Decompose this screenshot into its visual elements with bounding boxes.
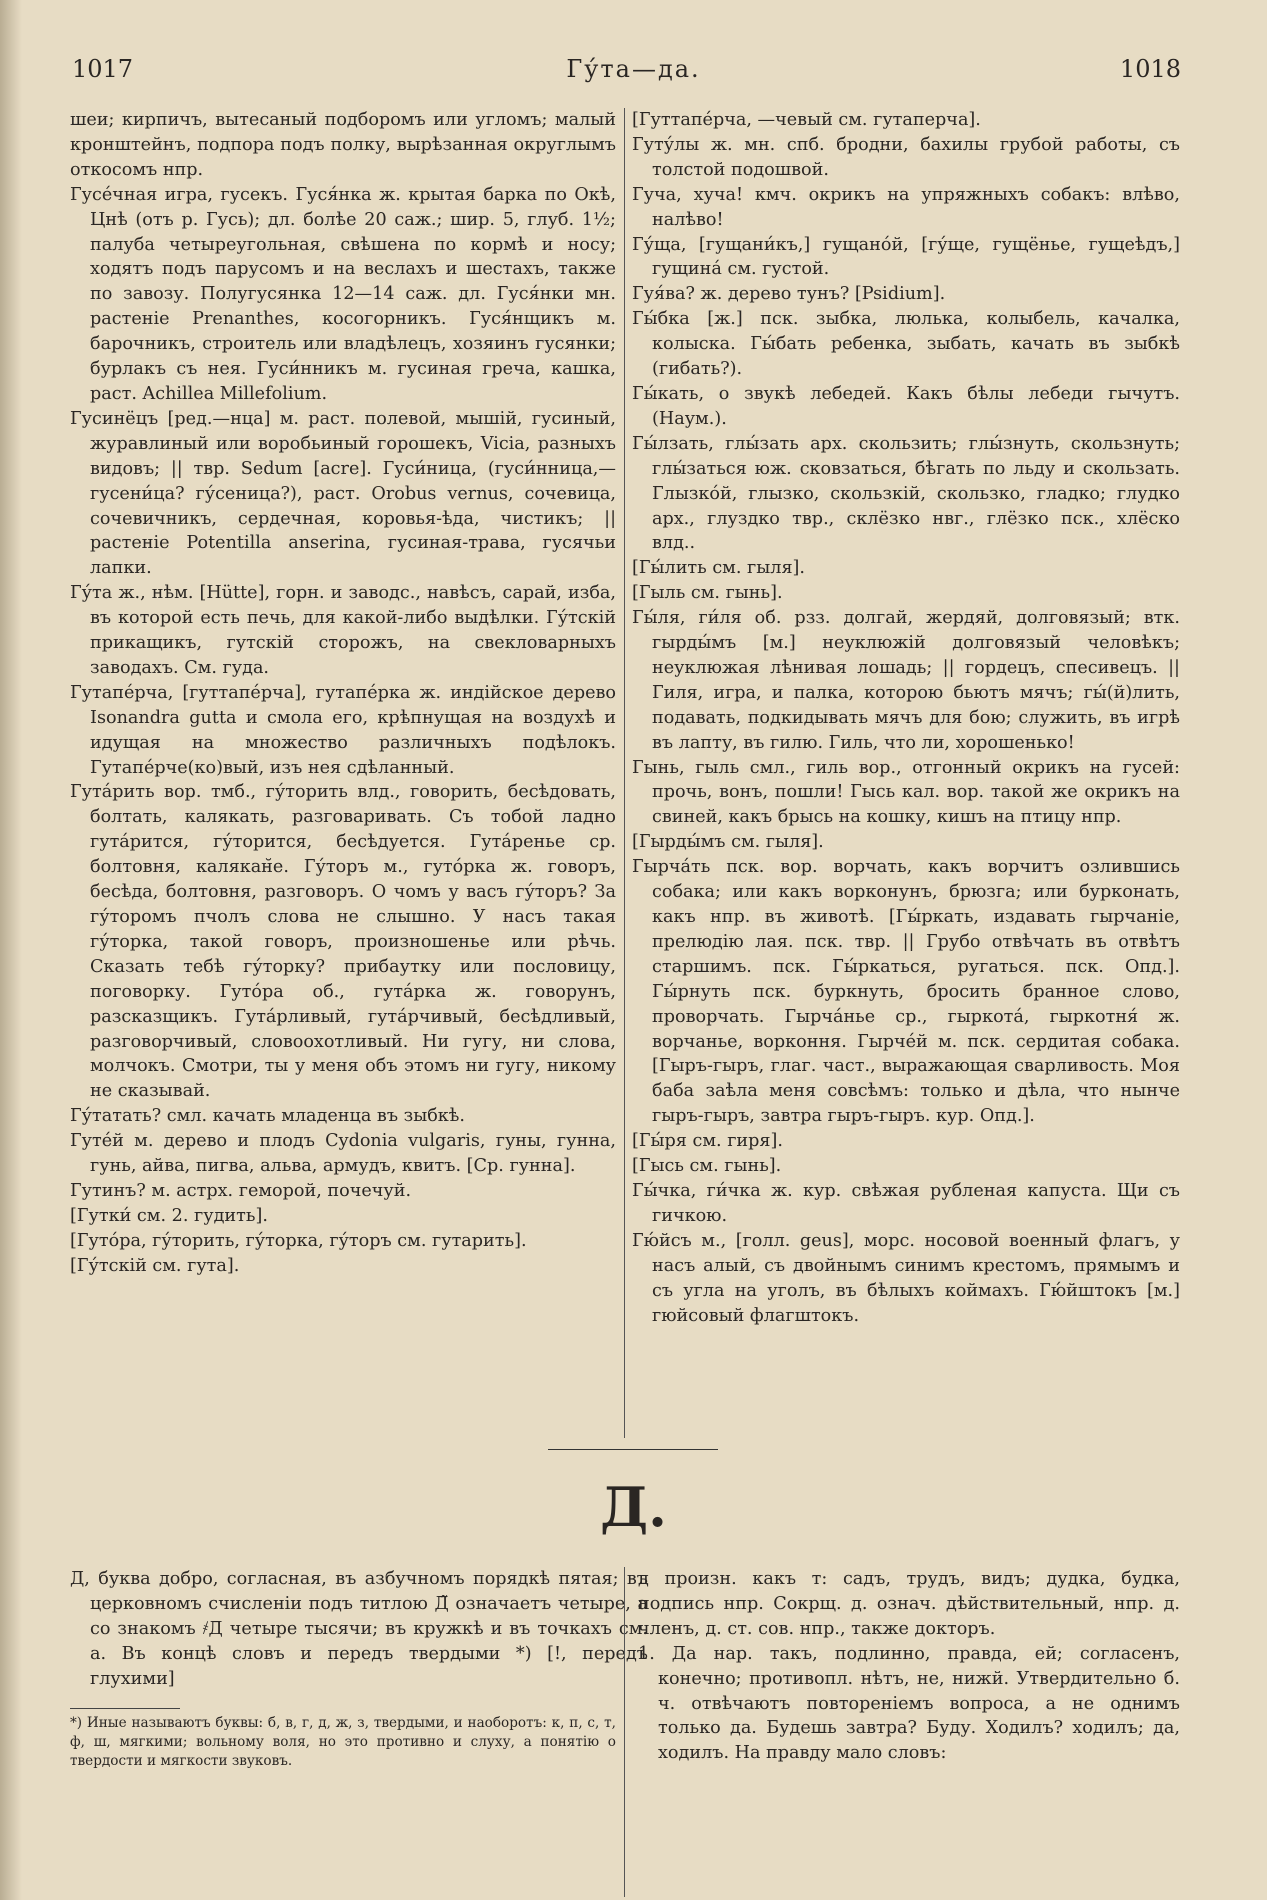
entry-gykat: Гы́кать, о звукѣ лебедей. Какъ бѣлы лебеди гычутъ. (Наум.). — [632, 383, 1180, 429]
entry-continuation: шеи; кирпичъ, вытесаный подборомъ или угломъ; малый кронштейнъ, подпора подъ полку, вырѣзанная округлымъ откосомъ нпр. — [70, 110, 616, 180]
section-letter: Д. — [600, 1475, 667, 1539]
entry-gyrchat: Гырча́ть пск. вор. ворчать, какъ ворчитъ озлившись собака; или какъ ворконунъ, брюзга; или бурконать, какъ нпр. въ животѣ. [Гы́ркать, издавать гырчаніе, прелюдію лая. пск. твр. || Грубо отвѣчать въ отвѣтъ старшимъ. пск. Гы́ркаться, ругаться. пск. Опд.]. Гы́рнуть пск. буркнуть, бросить бранное слово, проворчать. Гырча́нье ср., гыркота́, гыркотня́ ж. ворчанье, ворконня. Гырче́й м. пск. сердитая собака. [Гыръ-гыръ, глаг. част., выражающая сварливость. Моя баба заѣла меня совсѣмъ: только и дѣла, что нынче гыръ-гыръ, завтра гыръ-гыръ. кур. Опд.]. — [632, 857, 1180, 1127]
entry-gutapercha: Гутапе́рча, [гуттапе́рча], гутапе́рка ж. индійское дерево Isonandra gutta и смола его, крѣпнущая на воздухѣ и идущая на множество различныхъ подѣлокъ. Гутапе́рче(ко)вый, изъ нея сдѣланный. — [70, 682, 616, 778]
entry-gybka: Гы́бка [ж.] пск. зыбка, люлька, колыбель, качалка, колыска. Гы́бать ребенка, зыбать, качать въ зыбкѣ (гибать?). — [632, 309, 1180, 380]
entry-gushcha: Гу́ща, [гущани́къ,] гущано́й, [гу́ще, гущёнье, гущеѣдъ,] гущина́ см. густой. — [632, 234, 1180, 280]
right-column — [632, 108, 1180, 1328]
entry-gylya: Гы́ля, ги́ля об. рзз. долгай, жердяй, долговязый; втк. гырды́мъ [м.] неуклюжій долговязый человѣкъ; неуклюжая лѣнивая лошадь; || гордецъ, спесивецъ. || Гиля, игра, и палка, которою бьютъ мячъ; гы́(й)лить, подавать, подкидывать мячъ для бою; служить, въ игрѣ въ лапту, въ гилю. Гиль, что ли, хорошенько! — [632, 608, 1180, 753]
entry-gylit: [Гы́лить см. гыля]. — [632, 558, 805, 579]
right-page-number: 1018 — [1119, 55, 1181, 83]
entry-d-letter: Д, буква добро, согласная, въ азбучномъ порядкѣ пятая; въ церковномъ счисленіи подъ титлою Д̃ означаетъ четыре, а со знакомъ ҂Д четыре тысячи; въ кружкѣ и въ точкахъ см. а. Въ концѣ словъ и передъ твердыми *) [!, передъ глухими] — [70, 1569, 648, 1689]
running-title: Гу́та—да. — [566, 55, 701, 83]
entry-gylzat: Гы́лзать, глы́зать арх. скользить; глы́знуть, скользнуть; глы́заться юж. сковзаться, бѣгать по льду и скользать. Глызко́й, глызко, скользкій, скользко, гладко; глудко арх., глуздко твр., склёзко нвг., глёзко пск., хлёско влд.. — [632, 433, 1180, 554]
entry-gychka: Гы́чка, ги́чка ж. кур. свѣжая рубленая капуста. Щи съ гичкою. — [632, 1180, 1180, 1226]
footnote: *) Иные называютъ буквы: б, в, г, д, ж, з, твердыми, и наоборотъ: к, п, с, т, ф, ш, мягкими; вольному воля, но это противно и слуху, а понятію о твердости и мягкости звуковъ. — [70, 1715, 616, 1769]
entry-guyava: Гуя́ва? ж. дерево тунъ? [Psidium]. — [632, 284, 946, 305]
page-edge-shadow — [0, 0, 22, 1900]
entry-gyuys: Гю́йсъ м., [голл. geus], морс. носовой военный флагъ, у насъ алый, съ двойнымъ синимъ крестомъ, прямымъ и съ угла на уголъ, въ бѣлыхъ коймахъ. Гю́йштокъ [м.] гюйсовый флагштокъ. — [632, 1230, 1180, 1326]
bottom-column-divider — [624, 1567, 625, 1897]
entry-gutki: [Гутки́ см. 2. гудить]. — [70, 1205, 268, 1226]
bottom-left-column — [70, 1567, 648, 1692]
column-divider — [624, 108, 625, 1438]
bottom-right-column — [638, 1567, 1180, 1766]
entry-gutatat: Гу́татать? смл. качать младенца въ зыбкѣ. — [70, 1106, 465, 1127]
entry-gys: [Гысь см. гынь]. — [632, 1156, 782, 1177]
entry-gutora: [Гуто́ра, гу́торить, гу́торка, гу́торъ см. гутарить]. — [70, 1230, 527, 1251]
entry-gucha: Гуча, хуча! кмч. окрикъ на упряжныхъ собакъ: влѣво, налѣво! — [632, 184, 1180, 230]
entry-gusinets: Гусинёцъ [ред.—нца] м. раст. полевой, мышій, гусиный, журавлиный или воробьиный горошекъ, Vicia, разныхъ видовъ; || твр. Sedum [acre]. Гуси́ница, (гуси́нница,—гусени́ца? гу́сеница?), раст. Orobus vernus, сочевица, сочевичникъ, сердечная, коровья-ѣда, чистикъ; || растеніе Potentilla anserina, гусиная-трава, гусячьи лапки. — [70, 408, 616, 579]
entry-guta: Гу́та ж., нѣм. [Hütte], горн. и заводс., навѣсъ, сарай, изба, въ которой есть печь, для какой-либо выдѣлки. Гу́тскій прикащикъ, гутскій сторожъ, на свекловарныхъ заводахъ. См. гуда. — [70, 583, 616, 678]
entry-da: 1. Да нар. такъ, подлинно, правда, ей; согласенъ, конечно; противопл. нѣтъ, не, нижй. Утвердительно б. ч. отвѣчаютъ повтореніемъ вопроса, а не однимъ только да. Будешь завтра? Буду. Ходилъ? ходилъ; да, ходилъ. На правду мало словъ: — [638, 1643, 1180, 1764]
entry-d-continuation: д произн. какъ т: садъ, трудъ, видъ; дудка, будка, подпись нпр. Сокрщ. д. означ. дѣйствительный, нпр. д. членъ, д. ст. сов. нпр., также докторъ. — [638, 1569, 1180, 1639]
left-column — [70, 108, 616, 1279]
entry-gutey: Гуте́й м. дерево и плодъ Cydonia vulgaris, гуны, гунна, гунь, айва, пигва, альва, армудъ, квитъ. [Ср. гунна]. — [70, 1131, 616, 1177]
entry-gyrdym: [Гырды́мъ см. гыля]. — [632, 832, 824, 853]
entry-guttapercha: [Гуттапе́рча, —чевый см. гутаперча]. — [632, 110, 981, 130]
entry-gutin: Гутинъ? м. астрх. геморой, почечуй. — [70, 1180, 412, 1201]
footnote-rule — [70, 1708, 180, 1709]
entry-gyrya: [Гы́ря см. гиря]. — [632, 1131, 783, 1152]
entry-gutuly: Гуту́лы ж. мн. спб. бродни, бахилы грубой работы, съ толстой подошвой. — [632, 134, 1180, 180]
entry-gutarit: Гута́рить вор. тмб., гу́торить влд., говорить, бесѣдовать, болтать, калякать, разговаривать. Съ тобой ладно гута́рится, гу́торится, бесѣдуется. Гута́ренье ср. болтовня, калякан̆е. Гу́торъ м., гуто́рка ж. говоръ, бесѣда, болтовня, разговоръ. О чомъ у васъ гу́торъ? За гу́торомъ пчолъ слова не слышно. У насъ такая гу́торка, такой говоръ, произношенье или рѣчь. Сказать тебѣ гу́торку? прибаутку или пословицу, поговорку. Гуто́ра об., гута́рка ж. говорунъ, разсказщикъ. Гута́рливый, гута́рчивый, бесѣдливый, разговорчивый, словоохотливый. Ни гугу, ни слова, молчокъ. Смотри, ты у меня объ этомъ ни гугу, никому не сказывай. — [70, 782, 616, 1102]
entry-gusechnaya: Гусе́чная игра, гусекъ. Гуся́нка ж. крытая барка по Окѣ, Цнѣ (отъ р. Гусь); дл. болѣе 20 саж.; шир. 5, глуб. 1½; палуба четыреугольная, свѣшена по кормѣ и носу; ходятъ подъ парусомъ и на веслахъ и шестахъ, также по завозу. Полугусянка 12—14 саж. дл. Гуся́нки мн. растеніе Prenanthes, косогорникъ. Гуся́нщикъ м. барочникъ, строитель или владѣлецъ, хозяинъ гусянки; бурлакъ съ нея. Гуси́нникъ м. гусиная греча, кашка, раст. Achillea Millefolium. — [70, 184, 616, 404]
left-page-number: 1017 — [72, 55, 134, 83]
entry-gyn: Гынь, гыль смл., гиль вор., отгонный окрикъ на гусей: прочь, вонъ, пошли! Гысь кал. вор. такой же окрикъ на свиней, какъ брысь на кошку, кишъ на птицу нпр. — [632, 757, 1180, 828]
entry-gyl: [Гыль см. гынь]. — [632, 583, 783, 604]
section-separator — [548, 1449, 718, 1450]
entry-gutskiy: [Гу́тскій см. гута]. — [70, 1255, 240, 1276]
